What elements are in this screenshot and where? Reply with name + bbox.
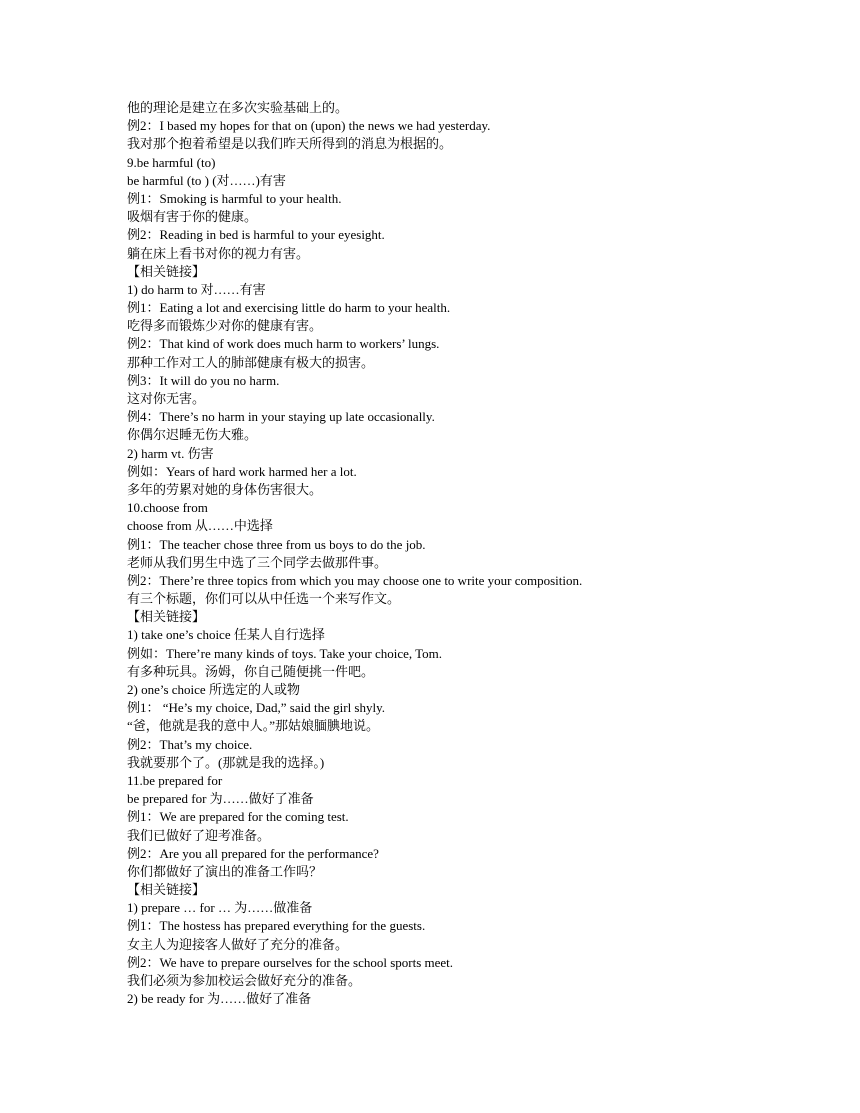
text-line: 1) prepare … for … 为……做准备 (127, 900, 313, 916)
text-line: 例1：The hostess has prepared everything for the guests. (127, 918, 426, 934)
text-line: 例4：There’s no harm in your staying up late occasionally. (127, 409, 435, 425)
text-line: 你偶尔迟睡无伤大雅。 (127, 427, 258, 443)
text-line: 你们都做好了演出的准备工作吗？ (127, 863, 323, 879)
text-line: 例1： “He’s my choice, Dad,” said the girl shyly. (127, 700, 386, 716)
text-line: 例如：Years of hard work harmed her a lot. (127, 463, 357, 479)
section-heading: 9.be harmful (to) (127, 154, 216, 170)
text-line: 他的理论是建立在多次实验基础上的。 (127, 100, 349, 115)
text-line: 我就要那个了。(那就是我的选择。) (127, 754, 325, 770)
text-line: 老师从我们男生中选了三个同学去做那件事。 (127, 554, 388, 570)
text-line: choose from 从……中选择 (127, 518, 273, 534)
text-line: 躺在床上看书对你的视力有害。 (127, 245, 310, 261)
section-heading: 10.choose from (127, 500, 208, 516)
text-line: 女主人为迎接客人做好了充分的准备。 (127, 936, 349, 952)
text-line: 我们已做好了迎考准备。 (127, 827, 271, 843)
text-line: 我们必须为参加校运会做好充分的准备。 (127, 973, 362, 988)
text-line: 2) harm vt. 伤害 (127, 445, 214, 461)
text-line: 吃得多而锻炼少对你的健康有害。 (127, 318, 323, 334)
text-line: 例1：We are prepared for the coming test. (127, 809, 349, 825)
text-line: 例1：The teacher chose three from us boys to do the job. (127, 536, 426, 552)
text-line: be harmful (to ) (对……)有害 (127, 172, 286, 188)
text-line: 那种工作对工人的肺部健康有极大的损害。 (127, 354, 375, 370)
text-line: 例2：That kind of work does much harm to workers’ lungs. (127, 336, 440, 352)
text-line: 例1：Eating a lot and exercising little do harm to your health. (127, 300, 451, 316)
document-body (127, 99, 827, 1008)
text-line: 有多种玩具。汤姆，你自己随便挑一件吧。 (127, 663, 375, 679)
text-line: 1) do harm to 对……有害 (127, 281, 266, 297)
related-links-heading: 【相关链接】 (127, 263, 206, 279)
text-line: 例如：There’re many kinds of toys. Take your choice, Tom. (127, 645, 443, 661)
section-heading: 11.be prepared for (127, 772, 223, 788)
text-line: 多年的劳累对她的身体伤害很大。 (127, 481, 323, 497)
related-links-heading: 【相关链接】 (127, 609, 206, 625)
text-line: 2) one’s choice 所选定的人或物 (127, 682, 300, 697)
text-line: 1) take one’s choice 任某人自行选择 (127, 627, 325, 643)
text-line: 例1：Smoking is harmful to your health. (127, 190, 342, 206)
text-line: 例2：Reading in bed is harmful to your eyesight. (127, 227, 385, 243)
text-line: 例3：It will do you no harm. (127, 372, 280, 388)
text-line: 例2：We have to prepare ourselves for the school sports meet. (127, 954, 454, 970)
text-line: 例2：That’s my choice. (127, 736, 253, 752)
text-line: 例2：There’re three topics from which you may choose one to write your composition. (127, 572, 583, 588)
text-line: 吸烟有害于你的健康。 (127, 209, 258, 225)
related-links-heading: 【相关链接】 (127, 882, 206, 898)
text-line: 这对你无害。 (127, 391, 206, 406)
text-line: 我对那个抱着希望是以我们昨天所得到的消息为根据的。 (127, 136, 453, 152)
text-line: 例2：Are you all prepared for the performance? (127, 845, 379, 861)
text-line: be prepared for 为……做好了准备 (127, 791, 314, 807)
text-line: “爸，他就是我的意中人。”那姑娘腼腆地说。 (127, 718, 380, 734)
text-line: 2) be ready for 为……做好了准备 (127, 991, 312, 1007)
text-line: 有三个标题，你们可以从中任选一个来写作文。 (127, 591, 401, 607)
text-line: 例2：I based my hopes for that on (upon) the news we had yesterday. (127, 118, 491, 134)
